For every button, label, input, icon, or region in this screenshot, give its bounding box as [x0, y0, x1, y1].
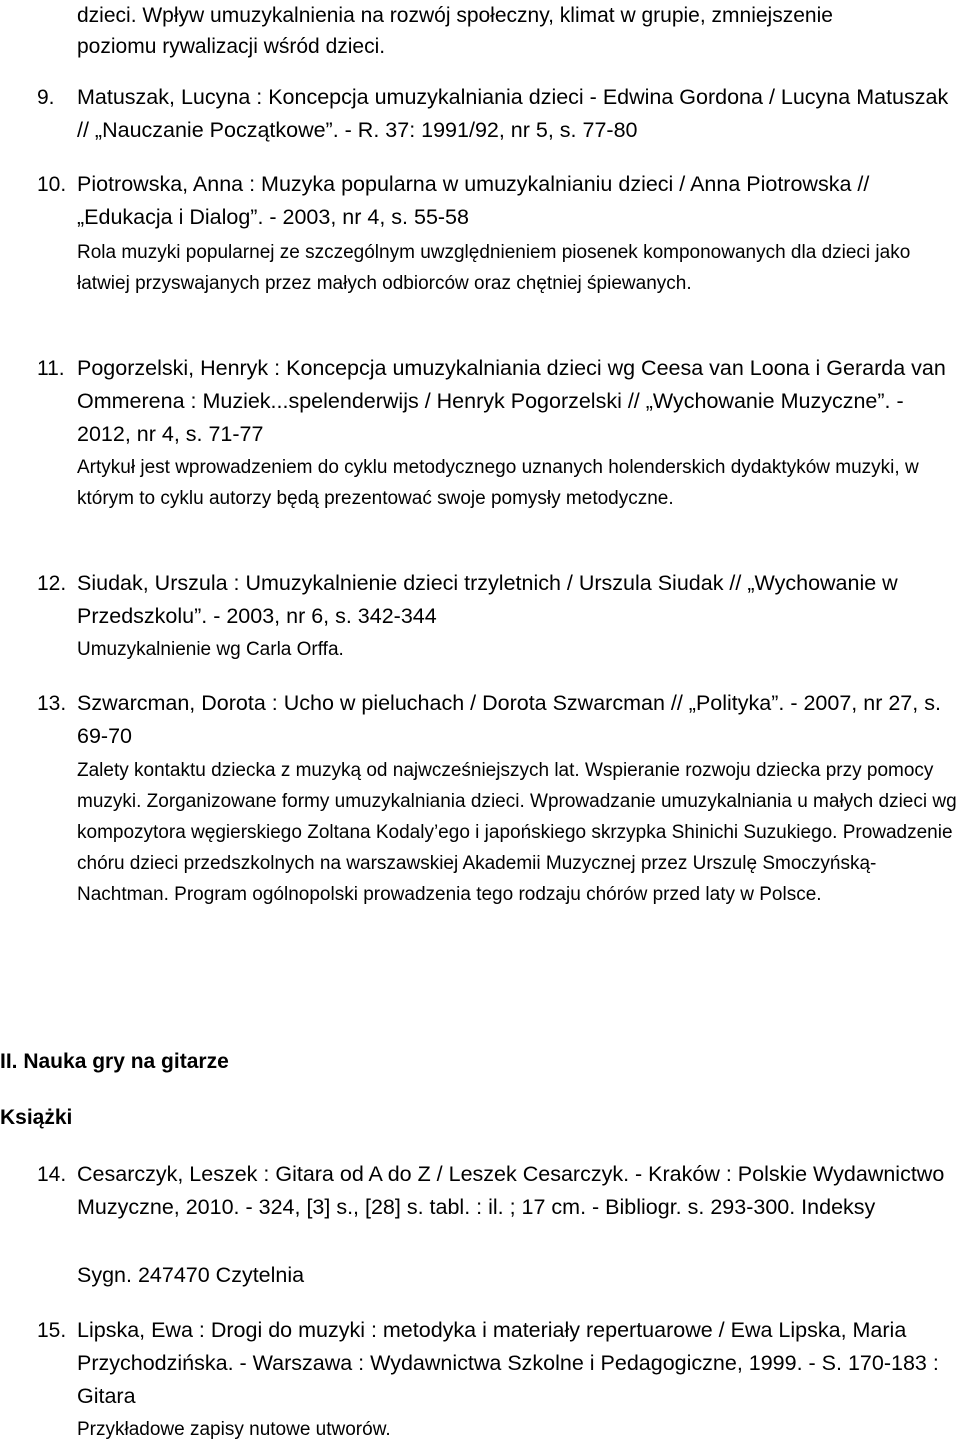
entry-citation: Matuszak, Lucyna : Koncepcja umuzykalniania dzieci - Edwina Gordona / Lucyna Matuszak // „Nauczanie Początkowe”. - R. 37: 1991/92, nr 5, s. 77-80 — [77, 85, 949, 142]
entry-annotation: Artykuł jest wprowadzeniem do cyklu metodycznego uznanych holenderskich dydaktyków muzyki, w którym to cyklu autorzy będą prezentować swoje pomysły metodyczne. — [77, 457, 919, 509]
entry-number: 13. — [37, 692, 67, 715]
entry-number: 9. — [37, 86, 55, 109]
entry-citation: Cesarczyk, Leszek : Gitara od A do Z / Leszek Cesarczyk. - Kraków : Polskie Wydawnictwo Muzyczne, 2010. - 324, [3] s., [28] s. tabl. : il. ; 17 cm. - Bibliogr. s. 293-300. Indeksy — [77, 1162, 945, 1219]
entry-citation: Pogorzelski, Henryk : Koncepcja umuzykalniania dzieci wg Ceesa van Loona i Gerarda van Ommerena : Muziek...spelenderwijs / Henryk Pogorzelski // „Wychowanie Muzyczne”. - 2012, nr 4, s. 71-77 — [77, 356, 946, 446]
entry-number: 11. — [37, 357, 65, 380]
entry-number: 12. — [37, 572, 67, 595]
entry-citation: Siudak, Urszula : Umuzykalnienie dzieci trzyletnich / Urszula Siudak // „Wychowanie w Przedszkolu”. - 2003, nr 6, s. 342-344 — [77, 571, 898, 628]
entry-annotation: Zalety kontaktu dziecka z muzyką od najwcześniejszych lat. Wspieranie rozwoju dziecka przy pomocy muzyki. Zorganizowane formy umuzykalniania dzieci. Wprowadzanie umuzykalniania u małych dzieci wg kompozytora węgierskiego Zoltana Kodaly’ego i japońskiego skrzypka Shinichi Suzukiego. Prowadzenie chóru dzieci przedszkolnych na warszawskiej Akademii Muzycznej przez Urszulę Smoczyńską-Nachtman. Program ogólnopolski prowadzenia tego rodzaju chórów przed laty w Polsce. — [77, 760, 957, 905]
intro-line: poziomu rywalizacji wśród dzieci. — [77, 35, 386, 58]
entry-annotation: Rola muzyki popularnej ze szczególnym uwzględnieniem piosenek komponowanych dla dzieci jako łatwiej przyswajanych przez małych odbiorców oraz chętniej śpiewanych. — [77, 242, 911, 294]
entry-citation: Piotrowska, Anna : Muzyka popularna w umuzykalnianiu dzieci / Anna Piotrowska // „Edukacja i Dialog”. - 2003, nr 4, s. 55-58 — [77, 172, 870, 229]
entry-signature: Sygn. 247470 Czytelnia — [77, 1263, 305, 1287]
entry-number: 14. — [37, 1163, 67, 1186]
entry-number: 15. — [37, 1319, 67, 1342]
section-heading: II. Nauka gry na gitarze — [0, 1050, 229, 1073]
entry-citation: Lipska, Ewa : Drogi do muzyki : metodyka i materiały repertuarowe / Ewa Lipska, Maria Przychodzińska. - Warszawa : Wydawnictwa Szkolne i Pedagogiczne, 1999. - S. 170-183 : Gitara — [77, 1318, 939, 1408]
entry-annotation: Umuzykalnienie wg Carla Orffa. — [77, 639, 344, 660]
entry-number: 10. — [37, 173, 67, 196]
intro-paragraph — [77, 0, 937, 62]
entry-citation: Szwarcman, Dorota : Ucho w pieluchach / Dorota Szwarcman // „Polityka”. - 2007, nr 27, s. 69-70 — [77, 691, 941, 748]
entry-annotation: Przykładowe zapisy nutowe utworów. — [77, 1419, 391, 1440]
subsection-heading: Książki — [0, 1106, 73, 1129]
intro-line: dzieci. Wpływ umuzykalnienia na rozwój społeczny, klimat w grupie, zmniejszenie — [77, 4, 833, 27]
